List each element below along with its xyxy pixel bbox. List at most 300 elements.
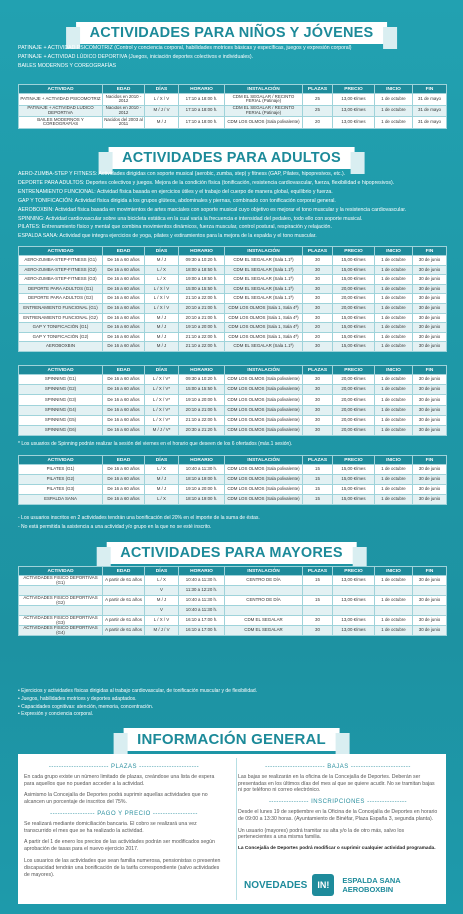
column-header: INICIO <box>375 567 413 576</box>
table-cell: 15,00 €/mes <box>333 265 375 275</box>
table-cell: 30 de junio <box>413 265 447 275</box>
table-cell: CDM EL SEGALAR (Sala 1.1ª) <box>225 284 303 294</box>
table-cell: 17:10 a 18:00 h. <box>179 105 225 117</box>
table-cell: CDM LOS OLMOS (Sala polivalente) <box>225 117 303 129</box>
column-header: DÍAS <box>145 456 179 465</box>
table-row <box>19 284 447 294</box>
table-cell: CDM EL SEGALAR <box>225 615 303 625</box>
table-cell: CDM LOS OLMOS (Sala 1, Sala 4ª) <box>225 303 303 313</box>
table-cell: M / J / V <box>145 626 179 636</box>
table-cell: 30 <box>303 294 333 304</box>
table-cell: 1 de octubre <box>375 265 413 275</box>
table-cell: De 16 a 60 años <box>103 425 145 435</box>
column-header: INSTALACIÓN <box>225 567 303 576</box>
column-header: EDAD <box>103 366 145 375</box>
table-cell: De 16 a 60 años <box>103 395 145 405</box>
adultos-desc-line: PILATES: Entrenamiento físico y mental que combina movimientos dinámicos, fuerza muscular, control postural, respiración y relajación. <box>18 224 332 231</box>
table-cell: 1 de octubre <box>375 615 413 625</box>
novedades-banner <box>244 872 442 898</box>
table-cell: 30 de junio <box>413 375 447 385</box>
adultos-note: - Los usuarios inscritos en 2 actividades tendrán una bonificación del 20% en el importe de la suma de éstas. <box>18 515 260 521</box>
table-cell: M / J <box>145 475 179 485</box>
table-cell: 15:00 a 15:50 h. <box>179 284 225 294</box>
table-cell: 20,00 €/mes <box>333 405 375 415</box>
adultos-description <box>18 170 449 241</box>
column-header: PRECIO <box>333 567 375 576</box>
table-cell: 15,00 €/mes <box>333 256 375 266</box>
table-cell: 20,00 €/mes <box>333 415 375 425</box>
table-cell: CDM LOS OLMOS (Sala polivalente) <box>225 465 303 475</box>
column-header: INICIO <box>375 366 413 375</box>
table-header-row <box>19 456 447 465</box>
table-cell: 18:10 a 19:00 h. <box>179 495 225 505</box>
table-cell <box>375 586 413 596</box>
table-cell: 20,00 €/mes <box>333 375 375 385</box>
table-cell: 30 <box>303 615 333 625</box>
inscripciones-text: Un usuario (mayores) podrá tramitar su alta y/o la de otro más, salvo los pertenecientes a una misma familia. <box>238 827 405 841</box>
table-cell: 21:10 a 22:00 h. <box>179 415 225 425</box>
table-cell: De 16 a 60 años <box>103 415 145 425</box>
table-cell <box>333 606 375 616</box>
table-cell: 15,00 €/mes <box>333 475 375 485</box>
column-header: PLAZAS <box>303 567 333 576</box>
table-cell: CDM EL SEGALAR (Sala 1.1ª) <box>225 265 303 275</box>
mayores-title: ACTIVIDADES PARA MAYORES <box>106 542 357 564</box>
column-header: INSTALACIÓN <box>225 456 303 465</box>
info-right-column <box>238 760 438 858</box>
table-cell: Nacidos en 2010 - 2012 <box>103 105 145 117</box>
table-cell: 1 de octubre <box>375 313 413 323</box>
table-cell: PILATES (G1) <box>19 465 103 475</box>
table-cell <box>333 586 375 596</box>
table-cell: 15 <box>303 485 333 495</box>
table-cell: De 16 a 60 años <box>103 475 145 485</box>
table-cell: 13,00 €/mes <box>333 117 375 129</box>
adultos-title: ACTIVIDADES PARA ADULTOS <box>108 147 355 169</box>
table-cell: 1 de octubre <box>375 495 413 505</box>
mayores-bullets <box>18 688 257 719</box>
table-cell: 18:10 a 19:00 h. <box>179 475 225 485</box>
table-header-row <box>19 567 447 576</box>
table-cell: 19:00 a 19:50 h. <box>179 275 225 285</box>
table-cell: 1 de octubre <box>375 415 413 425</box>
table-cell <box>375 606 413 616</box>
table-cell: CDM EL SEGALAR <box>225 626 303 636</box>
column-header: FIN <box>413 456 447 465</box>
table-cell <box>303 606 333 616</box>
table-cell: 15,00 €/mes <box>333 485 375 495</box>
table-cell: 20:30 a 21:20 h. <box>179 425 225 435</box>
mayores-table <box>18 566 447 636</box>
table-cell: CDM LOS OLMOS (Sala polivalente) <box>225 375 303 385</box>
table-cell: A partir de 61 años <box>103 576 145 586</box>
table-cell: 20,00 €/mes <box>333 294 375 304</box>
table-cell: 13,00 €/mes <box>333 576 375 586</box>
inscripciones-heading: ---------------- INSCRIPCIONES ---------------- <box>268 799 408 806</box>
column-header: HORARIO <box>179 247 225 256</box>
table-cell: 20,00 €/mes <box>333 395 375 405</box>
table-cell: M / J <box>145 342 179 352</box>
novedades-items <box>342 876 400 894</box>
adultos-desc-line: SPINNING: Actividad cardiovascular sobre una bicicleta estática en la cual varía la frecuencia e intensidad del pedaleo, todo ello con soporte musical. <box>18 215 363 222</box>
table-cell: 20,00 €/mes <box>333 303 375 313</box>
column-header: DÍAS <box>145 366 179 375</box>
table-cell: 1 de octubre <box>375 117 413 129</box>
table-cell: De 16 a 60 años <box>103 405 145 415</box>
table-cell <box>225 606 303 616</box>
table-cell: 1 de octubre <box>375 94 413 106</box>
table-row <box>19 626 447 636</box>
table-cell: 1 de octubre <box>375 395 413 405</box>
table-header-row <box>19 247 447 256</box>
table-cell: 1 de octubre <box>375 465 413 475</box>
table-cell: 20:10 a 21:00 h. <box>179 313 225 323</box>
table-cell: De 16 a 60 años <box>103 275 145 285</box>
table-cell: 1 de octubre <box>375 342 413 352</box>
table-cell: 21:10 a 22:00 h. <box>179 294 225 304</box>
table-cell: 15 <box>303 475 333 485</box>
table-cell: 19:10 a 20:00 h. <box>179 485 225 495</box>
column-header: HORARIO <box>179 456 225 465</box>
table-cell: De 16 a 60 años <box>103 485 145 495</box>
table-cell: 21:10 a 22:00 h. <box>179 342 225 352</box>
table-cell: 15:00 a 15:50 h. <box>179 385 225 395</box>
table-cell: SPINNING (G4) <box>19 405 103 415</box>
adultos-desc-line: AERO-ZUMBA-STEP Y FITNESS: Actividades dirigidas con soporte musical (aerobic, zumba, step) y fitness (GAP, Pilates, hipopresivos, etc.). <box>18 171 346 177</box>
table-cell <box>303 586 333 596</box>
table-cell: 1 de octubre <box>375 375 413 385</box>
plazas-heading: ------------------------ PLAZAS ------------------------ <box>48 764 200 770</box>
table-cell: ACTIVIDADES FÍSICO DEPORTIVAS (G2) <box>19 595 103 605</box>
table-row <box>19 465 447 475</box>
table-cell: 30 de junio <box>413 615 447 625</box>
table-cell: De 16 a 60 años <box>103 256 145 266</box>
table-cell: 20:10 a 21:00 h. <box>179 405 225 415</box>
ninos-desc-line: PATINAJE + ACTIVIDAD LÚDICO DEPORTIVA (Juegos, iniciación deportes colectivos e individuales). <box>18 53 254 60</box>
table-cell: 1 de octubre <box>375 405 413 415</box>
table-row <box>19 586 447 596</box>
table-cell: 30 <box>303 626 333 636</box>
table-cell: L / X / V <box>145 615 179 625</box>
table-cell: 13,00 €/mes <box>333 94 375 106</box>
adultos-notes <box>18 514 260 531</box>
table-cell: 20 <box>303 332 333 342</box>
table-cell: L / X / V* <box>145 415 179 425</box>
table-cell: AERO-ZUMBA-STEP-FITNESS (G2) <box>19 265 103 275</box>
column-header: ACTIVIDAD <box>19 247 103 256</box>
table-cell: 30 <box>303 275 333 285</box>
table-cell: 30 <box>303 385 333 395</box>
table-cell: L / X / V* <box>145 395 179 405</box>
column-header: DÍAS <box>145 85 179 94</box>
table-cell: L / X <box>145 576 179 586</box>
column-header: PLAZAS <box>303 456 333 465</box>
table-cell: CENTRO DE DÍA <box>225 576 303 586</box>
table-cell: 15,00 €/mes <box>333 465 375 475</box>
bajas-text: Las bajas se realizarán en la oficina de la Concejalía de Deportes. Deberán ser presentadas en los últimos días del mes al que se quiere acudir. No se tramitan bajas ni por teléfono ni correo electrónico. <box>238 773 435 794</box>
table-cell: 1 de octubre <box>375 385 413 395</box>
table-cell: 16:10 a 17:00 h. <box>179 626 225 636</box>
table-cell: 1 de octubre <box>375 475 413 485</box>
adultos-desc-line: AEROBOXBIN: Actividad física basada en movimientos de artes marciales con soporte musical cuyo objetivo es mejorar el tono muscular y la resistencia cardiovascular. <box>18 206 407 213</box>
table-cell: De 16 a 60 años <box>103 313 145 323</box>
table-cell: PILATES (G2) <box>19 475 103 485</box>
table-cell: Nacidos del 2003 al 2011 <box>104 116 143 127</box>
table-cell: 10:40 a 11:30 h. <box>179 595 225 605</box>
table-cell: SPINNING (G5) <box>19 415 103 425</box>
table-cell: CDM LOS OLMOS (Sala polivalente) <box>225 495 303 505</box>
table-cell: De 16 a 60 años <box>103 323 145 333</box>
column-header: ACTIVIDAD <box>19 456 103 465</box>
table-cell <box>19 586 103 596</box>
table-cell: ENTRENAMIENTO FUNCIONAL (G1) <box>19 303 103 313</box>
table-cell: M / J / V* <box>145 425 179 435</box>
table-cell: 30 <box>303 405 333 415</box>
table-cell: 30 de junio <box>413 323 447 333</box>
table-cell: CDM LOS OLMOS (Sala 1, Sala 4ª) <box>225 313 303 323</box>
novedad-item: ESPALDA SANA <box>342 876 401 885</box>
table-row <box>19 256 447 266</box>
table-cell: CDM EL SEGALAR (Sala 1.1ª) <box>225 294 303 304</box>
column-header: EDAD <box>103 85 145 94</box>
table-cell: DEPORTE PARA ADULTOS (G1) <box>19 284 103 294</box>
table-cell: 30 de junio <box>413 626 447 636</box>
table-cell: L / X / V* <box>145 375 179 385</box>
pago-text: A partir del 1 de enero los precios de las actividades podrán ser modificados según aprobación de tasas para el nuevo ejercicio 2017. <box>24 839 215 853</box>
mayores-bullet: • Ejercicios y actividades físicas dirigidas al trabajo cardiovascular, de tonificación muscular y de flexibilidad. <box>18 688 258 694</box>
table-cell: 1 de octubre <box>375 425 413 435</box>
table-cell: 21:10 a 22:00 h. <box>179 332 225 342</box>
table-cell: CDM EL SEGALAR (Sala 1.1ª) <box>225 256 303 266</box>
table-cell: 15,00 €/mes <box>333 275 375 285</box>
column-header: HORARIO <box>179 85 225 94</box>
table-cell: 15 <box>303 576 333 586</box>
table-cell: 30 <box>303 265 333 275</box>
pilates-table <box>18 455 447 505</box>
table-row <box>19 595 447 605</box>
table-cell: De 16 a 60 años <box>103 342 145 352</box>
column-header: FIN <box>413 85 447 94</box>
adultos-desc-line: ESPALDA SANA: Actividad que integra ejercicios de yoga, pilates y estiramientos para la mejora de la espalda y el tono muscular. <box>18 233 317 240</box>
table-row <box>19 475 447 485</box>
table-cell: 13,00 €/mes <box>333 595 375 605</box>
spinning-table <box>18 365 447 436</box>
table-cell: CDM LOS OLMOS (Sala polivalente) <box>225 475 303 485</box>
table-cell: 20 <box>303 323 333 333</box>
table-cell: 20,00 €/mes <box>333 425 375 435</box>
table-cell: 09:30 a 10:20 h. <box>179 375 225 385</box>
table-cell: 15,00 €/mes <box>333 495 375 505</box>
table-cell: V <box>145 606 179 616</box>
table-cell: De 16 a 60 años <box>103 284 145 294</box>
table-cell: 1 de octubre <box>375 275 413 285</box>
table-header-row <box>19 366 447 375</box>
table-cell: 30 <box>303 303 333 313</box>
novedad-item: AEROBOXBIN <box>342 885 394 894</box>
column-header: FIN <box>413 567 447 576</box>
novedades-badge: IN! <box>312 874 334 896</box>
table-cell: A partir de 61 años <box>103 595 145 605</box>
table-cell: M / J <box>145 313 179 323</box>
ninos-desc-line: BAILES MODERNOS Y COREOGRAFÍAS <box>18 62 117 69</box>
adultos-note: - No está permitida la asistencia a una actividad y/o grupo en la que no se esté inscrito. <box>18 523 212 530</box>
novedades-label: NOVEDADES <box>244 879 308 891</box>
column-header: ACTIVIDAD <box>19 85 103 94</box>
table-cell: CDM LOS OLMOS (Sala 1, Sala 4ª) <box>225 332 303 342</box>
table-cell: CDM EL SEGALAR / RECINTO FERIAL (Patinaje) <box>225 105 303 117</box>
table-cell: 17:10 a 18:00 h. <box>179 117 225 129</box>
ninos-table <box>18 84 447 129</box>
table-cell: 1 de octubre <box>375 256 413 266</box>
table-cell: L / X <box>145 465 179 475</box>
table-cell: M / J <box>145 332 179 342</box>
table-cell: 13,00 €/mes <box>333 105 375 117</box>
table-cell: 30 de junio <box>413 595 447 605</box>
info-title: INFORMACIÓN GENERAL <box>123 728 340 751</box>
table-cell: Nacidos en 2010 - 2012 <box>103 94 145 106</box>
table-cell: 17:10 a 18:00 h. <box>179 94 225 106</box>
table-cell: De 16 a 60 años <box>103 332 145 342</box>
table-cell: ACTIVIDADES FÍSICO DEPORTIVAS (G3) <box>19 615 103 625</box>
table-cell: De 16 a 60 años <box>103 385 145 395</box>
table-cell: 16:10 a 17:00 h. <box>179 615 225 625</box>
table-cell: 20:10 a 21:00 h. <box>179 303 225 313</box>
table-row <box>19 385 447 395</box>
table-cell: CDM LOS OLMOS (Sala polivalente) <box>225 485 303 495</box>
table-cell: M / J <box>145 256 179 266</box>
table-cell: SPINNING (G2) <box>19 385 103 395</box>
table-row <box>19 615 447 625</box>
table-cell <box>103 606 145 616</box>
table-row <box>19 495 447 505</box>
table-cell: 30 de junio <box>413 332 447 342</box>
table-cell: AEROBOXBIN <box>19 342 103 352</box>
table-cell: AERO-ZUMBA-STEP-FITNESS (G1) <box>19 256 103 266</box>
table-cell: 1 de octubre <box>375 105 413 117</box>
table-cell: 15,00 €/mes <box>333 342 375 352</box>
table-cell: De 16 a 60 años <box>103 294 145 304</box>
table-cell: CDM LOS OLMOS (Sala polivalente) <box>225 395 303 405</box>
inscripciones-text: Desde el lunes 19 de septiembre en la Oficina de la Concejalía de Deportes en horario de 09:00 a 13:30 horas. (Ayuntamiento de Binéfar, Plaza España 3, segunda planta). <box>238 808 438 822</box>
table-cell: 11:30 a 12:20 h. <box>179 586 225 596</box>
column-header: FIN <box>413 247 447 256</box>
table-cell: 19:10 a 20:00 h. <box>179 395 225 405</box>
table-cell: A partir de 61 años <box>103 615 145 625</box>
table-cell: L / X / V* <box>145 405 179 415</box>
table-cell: 20,00 €/mes <box>333 284 375 294</box>
pago-text: Los usuarios de las actividades que sean familia numerosa, pensionistas o presenten discapacidad tendrán una bonificación de la tarifa correspondiente (salvo actividades de mayores). <box>24 857 221 878</box>
table-cell: ACTIVIDADES FÍSICO DEPORTIVAS (G4) <box>19 626 103 636</box>
table-cell: L / X / V <box>145 294 179 304</box>
table-row <box>19 415 447 425</box>
table-cell: 30 de junio <box>413 425 447 435</box>
table-row <box>19 405 447 415</box>
table-cell: A partir de 61 años <box>103 626 145 636</box>
table-cell <box>103 586 145 596</box>
table-cell: 30 <box>303 284 333 294</box>
adultos-desc-line: DEPORTE PARA ADULTOS: Deportes colectivos y juegos. Mejora de la condición física (tonificación, resistencia cardiovascular, fuerza, flexibilidad e hipopresivos). <box>18 179 395 186</box>
info-left-column <box>24 760 224 883</box>
plazas-text: Asimismo la Concejalía de Deportes podrá suprimir aquellas actividades que no alcancen un porcentaje de inscritos del 75%. <box>24 792 208 806</box>
table-cell: 30 de junio <box>413 415 447 425</box>
table-cell: 30 de junio <box>413 385 447 395</box>
column-header: EDAD <box>103 456 145 465</box>
table-cell: ACTIVIDADES FÍSICO DEPORTIVAS (G1) <box>19 576 103 586</box>
table-cell <box>225 586 303 596</box>
table-cell: ENTRENAMIENTO FUNCIONAL (G2) <box>19 313 103 323</box>
table-row <box>19 342 447 352</box>
table-cell: CDM LOS OLMOS (Sala 1, Sala 4ª) <box>225 323 303 333</box>
column-header: DÍAS <box>145 247 179 256</box>
table-cell: 30 de junio <box>413 405 447 415</box>
table-cell: De 16 a 60 años <box>103 375 145 385</box>
table-cell: 30 <box>303 313 333 323</box>
table-cell: 30 de junio <box>413 475 447 485</box>
table-cell: SPINNING (G6) <box>19 425 103 435</box>
info-divider <box>236 758 237 900</box>
table-row <box>19 117 447 129</box>
mayores-bullet: • Juegos, habilidades motrices y deportes adaptados. <box>18 695 137 702</box>
table-cell: 13,00 €/mes <box>333 615 375 625</box>
column-header: PLAZAS <box>303 85 333 94</box>
table-row <box>19 265 447 275</box>
table-cell: 1 de octubre <box>375 332 413 342</box>
column-header: INSTALACIÓN <box>225 247 303 256</box>
table-cell: 30 de junio <box>413 465 447 475</box>
inscripciones-bold: La Concejalía de Deportes podrá modificar o suprimir cualquier actividad programada. <box>238 846 436 852</box>
table-cell: 15,00 €/mes <box>333 332 375 342</box>
table-cell: 30 <box>303 425 333 435</box>
table-cell: CENTRO DE DÍA <box>225 595 303 605</box>
table-cell <box>413 606 447 616</box>
table-row <box>19 105 447 117</box>
column-header: INICIO <box>375 85 413 94</box>
table-row <box>19 395 447 405</box>
table-cell <box>19 606 103 616</box>
table-cell: 10:40 a 11:30 h. <box>179 465 225 475</box>
table-cell: 30 de junio <box>413 303 447 313</box>
table-cell: 1 de octubre <box>375 303 413 313</box>
table-cell: L / X / V* <box>145 385 179 395</box>
column-header: FIN <box>413 366 447 375</box>
column-header: HORARIO <box>179 567 225 576</box>
table-cell: L / X <box>145 265 179 275</box>
table-cell: M / J <box>145 595 179 605</box>
table-cell: 30 de junio <box>413 395 447 405</box>
table-cell: 30 de junio <box>413 576 447 586</box>
table-cell: V <box>145 586 179 596</box>
table-row <box>19 94 447 106</box>
table-cell: M / J <box>145 485 179 495</box>
column-header: INICIO <box>375 456 413 465</box>
table-cell: ESPALDA SANA <box>19 495 103 505</box>
column-header: PLAZAS <box>303 247 333 256</box>
table-cell: 1 de octubre <box>375 294 413 304</box>
table-cell: 30 de junio <box>413 256 447 266</box>
table-cell: 25 <box>303 94 333 106</box>
table-cell: CDM EL SEGALAR (Sala 1.1ª) <box>225 342 303 352</box>
table-row <box>19 425 447 435</box>
table-cell: 15,00 €/mes <box>333 313 375 323</box>
table-cell: 30 <box>303 256 333 266</box>
table-cell: 31 de mayo <box>413 105 447 117</box>
column-header: PRECIO <box>333 456 375 465</box>
table-row <box>19 313 447 323</box>
column-header: EDAD <box>103 247 145 256</box>
table-cell: CDM LOS OLMOS (Sala polivalente) <box>225 405 303 415</box>
column-header: PRECIO <box>333 247 375 256</box>
table-cell: 31 de mayo <box>413 94 447 106</box>
